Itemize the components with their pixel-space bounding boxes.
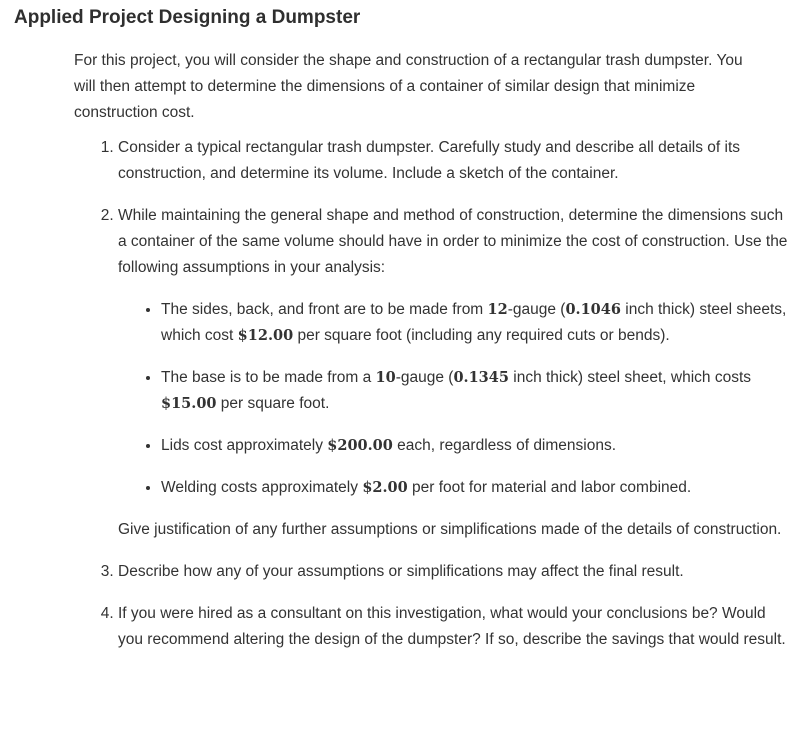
assumption-base-text-d: per square foot.: [216, 395, 330, 412]
assumption-welding-text-b: per foot for material and labor combined.: [407, 479, 692, 496]
assumption-lids-text-b: each, regardless of dimensions.: [392, 437, 617, 454]
assumption-sides-text-a: The sides, back, and front are to be made from: [161, 301, 488, 318]
base-thickness-value: 0.1345: [453, 369, 509, 386]
welding-price-value: $2.00: [362, 479, 408, 496]
base-gauge-value: 10: [375, 369, 396, 386]
assumption-sides-text-c: inch thick) steel sheets, which cost: [161, 301, 787, 344]
assumption-base: [161, 365, 788, 417]
assumption-lids: [161, 433, 788, 459]
step-4-text: If you were hired as a consultant on this investigation, what would your conclusions be? Would you recommend altering the design of the dumpster? If so, describe the savings that would result.: [118, 605, 786, 648]
base-price-value: $15.00: [161, 395, 217, 412]
step-2-text: While maintaining the general shape and method of construction, determine the dimensions such a container of the same volume should have in order to minimize the cost of construction. Use the following assumptions in your analysis:: [118, 207, 788, 276]
sides-gauge-value: 12: [487, 301, 508, 318]
assumption-sides-text-b: -gauge (: [507, 301, 566, 318]
step-3: [118, 559, 788, 585]
assumption-sides-text-d: per square foot (including any required cuts or bends).: [293, 327, 670, 344]
assumption-welding-text-a: Welding costs approximately: [161, 479, 363, 496]
step-4: [118, 601, 788, 653]
page-title: Applied Project Designing a Dumpster: [14, 7, 361, 28]
sides-price-value: $12.00: [237, 327, 294, 344]
assumption-base-text-a: The base is to be made from a: [161, 369, 376, 386]
assumption-lids-text-a: Lids cost approximately: [161, 437, 328, 454]
assumption-welding: [161, 475, 788, 501]
lids-price-value: $200.00: [327, 437, 393, 454]
assumption-base-text-c: inch thick) steel sheet, which costs: [508, 369, 752, 386]
sides-thickness-value: 0.1046: [565, 301, 621, 318]
justification-text: Give justification of any further assumptions or simplifications made of the details of construction.: [118, 521, 782, 538]
step-1-text: Consider a typical rectangular trash dumpster. Carefully study and describe all details of its construction, and determine its volume. Include a sketch of the container.: [118, 139, 741, 182]
assumption-base-text-b: -gauge (: [395, 369, 454, 386]
step-2: [118, 203, 788, 543]
project-steps-list: [74, 135, 788, 669]
assumptions-list: [118, 297, 788, 501]
step-1: [118, 135, 788, 187]
step-3-text: Describe how any of your assumptions or simplifications may affect the final result.: [118, 563, 684, 580]
intro-paragraph: For this project, you will consider the shape and construction of a rectangular trash dumpster. You will then attempt to determine the dimensions of a container of similar design that minimize construction cost.: [74, 52, 743, 121]
assumption-sides: [161, 297, 788, 349]
